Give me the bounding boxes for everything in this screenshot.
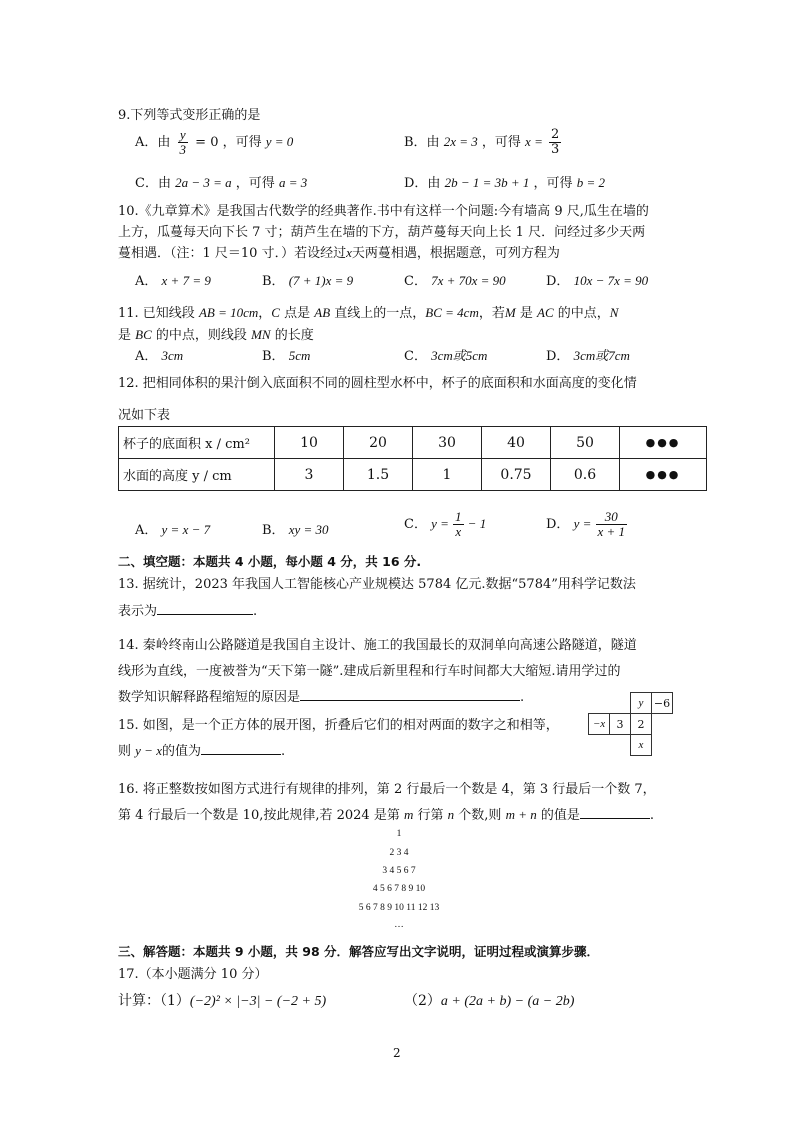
q10-option-b: B． (7 + 1)x = 9 — [262, 273, 354, 289]
q9-option-a: A．由 $\frac{y}{3}$ = 0 ，可得 y = 0 — [135, 127, 294, 157]
table-cell: 10 — [275, 427, 344, 459]
triangle-row-5: 5 6 7 8 9 10 11 12 13 — [358, 903, 440, 913]
table-cell: 30 — [413, 427, 482, 459]
triangle-row-4: 4 5 6 7 8 9 10 — [372, 884, 426, 894]
answer-blank[interactable] — [300, 700, 520, 701]
table-cell: 20 — [344, 427, 413, 459]
q14-line2: 线形为直线，一度被誉为“天下第一隧”.建成后新里程和行车时间都大大缩短.请用学过的 — [118, 664, 621, 679]
q11-option-d: D． 3cm或7cm — [546, 348, 630, 364]
table-row — [119, 427, 707, 459]
q12-option-c: C． y = $\frac{1}{x}$ − 1 — [404, 509, 487, 539]
table-cell: 0.75 — [482, 459, 551, 491]
q12-table — [118, 426, 707, 491]
q12-option-d: D． y = $\frac{30}{x + 1}$ — [546, 509, 626, 539]
triangle-row-2: 2 3 4 — [389, 848, 409, 858]
q9-option-d: D．由 2b − 1 = 3b + 1 ，可得 b = 2 — [404, 175, 605, 191]
q13-line1: 13. 据统计，2023 年我国人工智能核心产业规模达 5784 亿元.数据“5784”用科学记数法 — [118, 577, 636, 592]
q10-line3: 蔓相遇．（注：1 尺＝10 寸．）若设经过x天两蔓相遇，根据题意，可列方程为 — [118, 245, 560, 261]
table-cell: 0.6 — [551, 459, 620, 491]
q17-part-2: （2）a + (2a + b) − (a − 2b) — [404, 993, 575, 1009]
cube-face: −x — [589, 714, 610, 735]
q11-option-c: C． 3cm或5cm — [404, 348, 488, 364]
q10-option-d: D． 10x − 7x = 90 — [546, 273, 649, 289]
table-cell: 1.5 — [344, 459, 413, 491]
q10-line2: 上方，瓜蔓每天向下长 7 寸；葫芦生在墙的下方，葫芦蔓每天向上长 1 尺．问经过多少天两 — [118, 225, 646, 240]
q11-option-a: A． 3cm — [135, 348, 184, 364]
triangle-row-3: 3 4 5 6 7 — [382, 866, 416, 876]
q9-stem: 9.下列等式变形正确的是 — [118, 108, 261, 123]
q12-line2: 况如下表 — [118, 408, 171, 423]
answer-blank[interactable] — [580, 818, 650, 819]
cube-net-figure — [588, 692, 673, 756]
q10-option-a: A． x + 7 = 9 — [135, 273, 211, 289]
cube-face: 2 — [631, 714, 652, 735]
q17-title: 17.（本小题满分 10 分） — [118, 967, 268, 982]
q16-line1: 16. 将正整数按如图方式进行有规律的排列，第 2 行最后一个数是 4，第 3 行最后一个数 7， — [118, 782, 656, 797]
table-row — [119, 459, 707, 491]
q15-line2: 则 y − x的值为 . — [118, 743, 286, 759]
q11-line1: 11. 已知线段 AB = 10cm，C 点是 AB 直线上的一点，BC = 4cm，若M 是 AC 的中点，N — [118, 305, 619, 321]
q10-option-c: C． 7x + 70x = 90 — [404, 273, 506, 289]
triangle-row-1: 1 — [396, 829, 402, 839]
table-cell: 1 — [413, 459, 482, 491]
q12-line1: 12. 把相同体积的果汁倒入底面积不同的圆柱型水杯中，杯子的底面积和水面高度的变化情 — [118, 376, 637, 391]
table-cell: 杯子的底面积 x / cm² — [119, 427, 275, 459]
cube-face: 3 — [610, 714, 631, 735]
q9-option-b: B．由 2x = 3 ，可得 x = $\frac{2}{3}$ — [404, 127, 560, 157]
q10-line1: 10.《九章算术》是我国古代数学的经典著作.书中有这样一个问题:今有墙高 9 尺,瓜生在墙的 — [118, 204, 649, 219]
q15-line1: 15. 如图，是一个正方体的展开图，折叠后它们的相对两面的数字之和相等， — [118, 718, 559, 733]
table-cell: ●●● — [620, 459, 707, 491]
cube-face: −6 — [652, 693, 673, 714]
cube-face: x — [631, 735, 652, 756]
table-cell: ●●● — [620, 427, 707, 459]
answer-blank[interactable] — [201, 754, 281, 755]
table-cell: 3 — [275, 459, 344, 491]
q16-line2: 第 4 行最后一个数是 10,按此规律,若 2024 是第 m 行第 n 个数,则 m + n 的值是 . — [118, 807, 655, 823]
table-cell: 水面的高度 y / cm — [119, 459, 275, 491]
section-3-heading: 三、解答题：本题共 9 小题，共 98 分．解答应写出文字说明，证明过程或演算步骤． — [118, 944, 600, 959]
cube-face: y — [631, 693, 652, 714]
q9-option-c: C．由 2a − 3 = a ，可得 a = 3 — [135, 175, 308, 191]
q14-line3: 数学知识解释路程缩短的原因是 . — [118, 690, 525, 705]
section-2-heading: 二、填空题：本题共 4 小题，每小题 4 分，共 16 分. — [118, 554, 422, 569]
answer-blank[interactable] — [157, 614, 253, 615]
q14-line1: 14. 秦岭终南山公路隧道是我国自主设计、施工的我国最长的双洞单向高速公路隧道，隧道 — [118, 638, 637, 653]
triangle-row-ellipsis: … — [394, 920, 404, 930]
q12-option-b: B． xy = 30 — [262, 522, 329, 538]
q13-line2: 表示为 . — [118, 604, 258, 619]
table-cell: 40 — [482, 427, 551, 459]
q17-part-1: 计算：（1）(−2)² × |−3| − (−2 + 5) — [118, 993, 327, 1009]
q12-option-a: A． y = x − 7 — [135, 522, 211, 538]
page-number: 2 — [393, 1046, 401, 1060]
table-cell: 50 — [551, 427, 620, 459]
q11-option-b: B． 5cm — [262, 348, 311, 364]
q11-line2: 是 BC 的中点，则线段 MN 的长度 — [118, 327, 314, 343]
